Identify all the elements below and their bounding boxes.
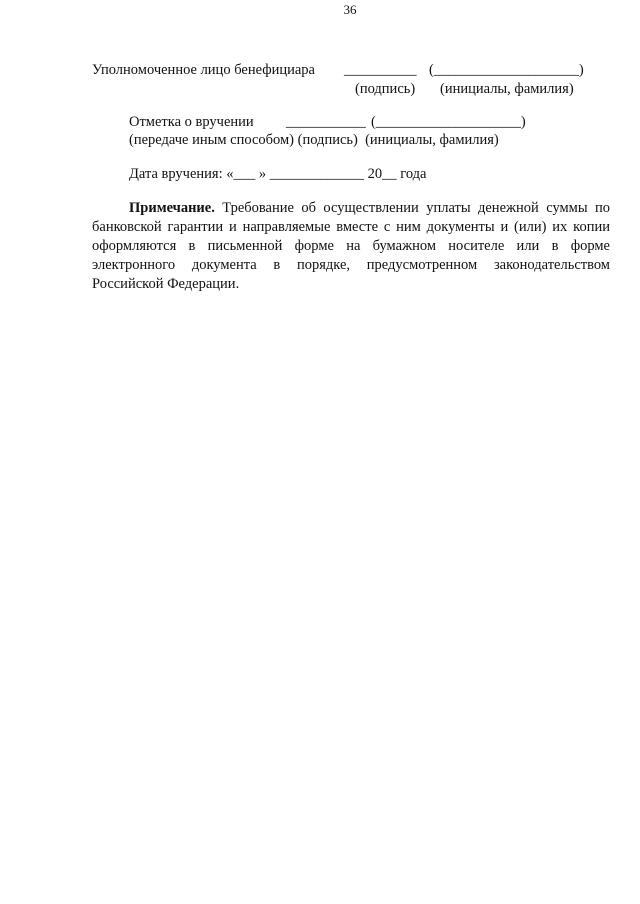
authorized-initials-blank: (____________________): [429, 62, 584, 78]
delivery-mark-initials-blank: (____________________): [371, 114, 526, 130]
note-body: Требование об осуществлении уплаты денежной суммы по банковской гарантии и направляемые вместе с ним документы и (или) их копии оформляются в письменной форме на бумажном носителе или в форме электронного документа в порядке, предусмотренном законодательством Российской Федерации.: [92, 200, 611, 292]
delivery-date-line: Дата вручения: «___ » _____________ 20__ года: [129, 166, 427, 182]
authorized-signature-caption: (подпись): [355, 81, 416, 97]
page-number: 36: [343, 2, 357, 17]
authorized-person-label: Уполномоченное лицо бенефициара: [92, 62, 315, 78]
note-title: Примечание.: [129, 200, 215, 216]
note-paragraph: [92, 199, 610, 294]
authorized-initials-caption: (инициалы, фамилия): [440, 81, 574, 97]
authorized-signature-blank: __________: [344, 62, 417, 78]
delivery-mark-signature-blank: ___________: [286, 114, 366, 130]
delivery-mark-label: Отметка о вручении: [129, 114, 254, 130]
delivery-mark-captions: (передаче иным способом) (подпись) (инициалы, фамилия): [129, 132, 499, 148]
